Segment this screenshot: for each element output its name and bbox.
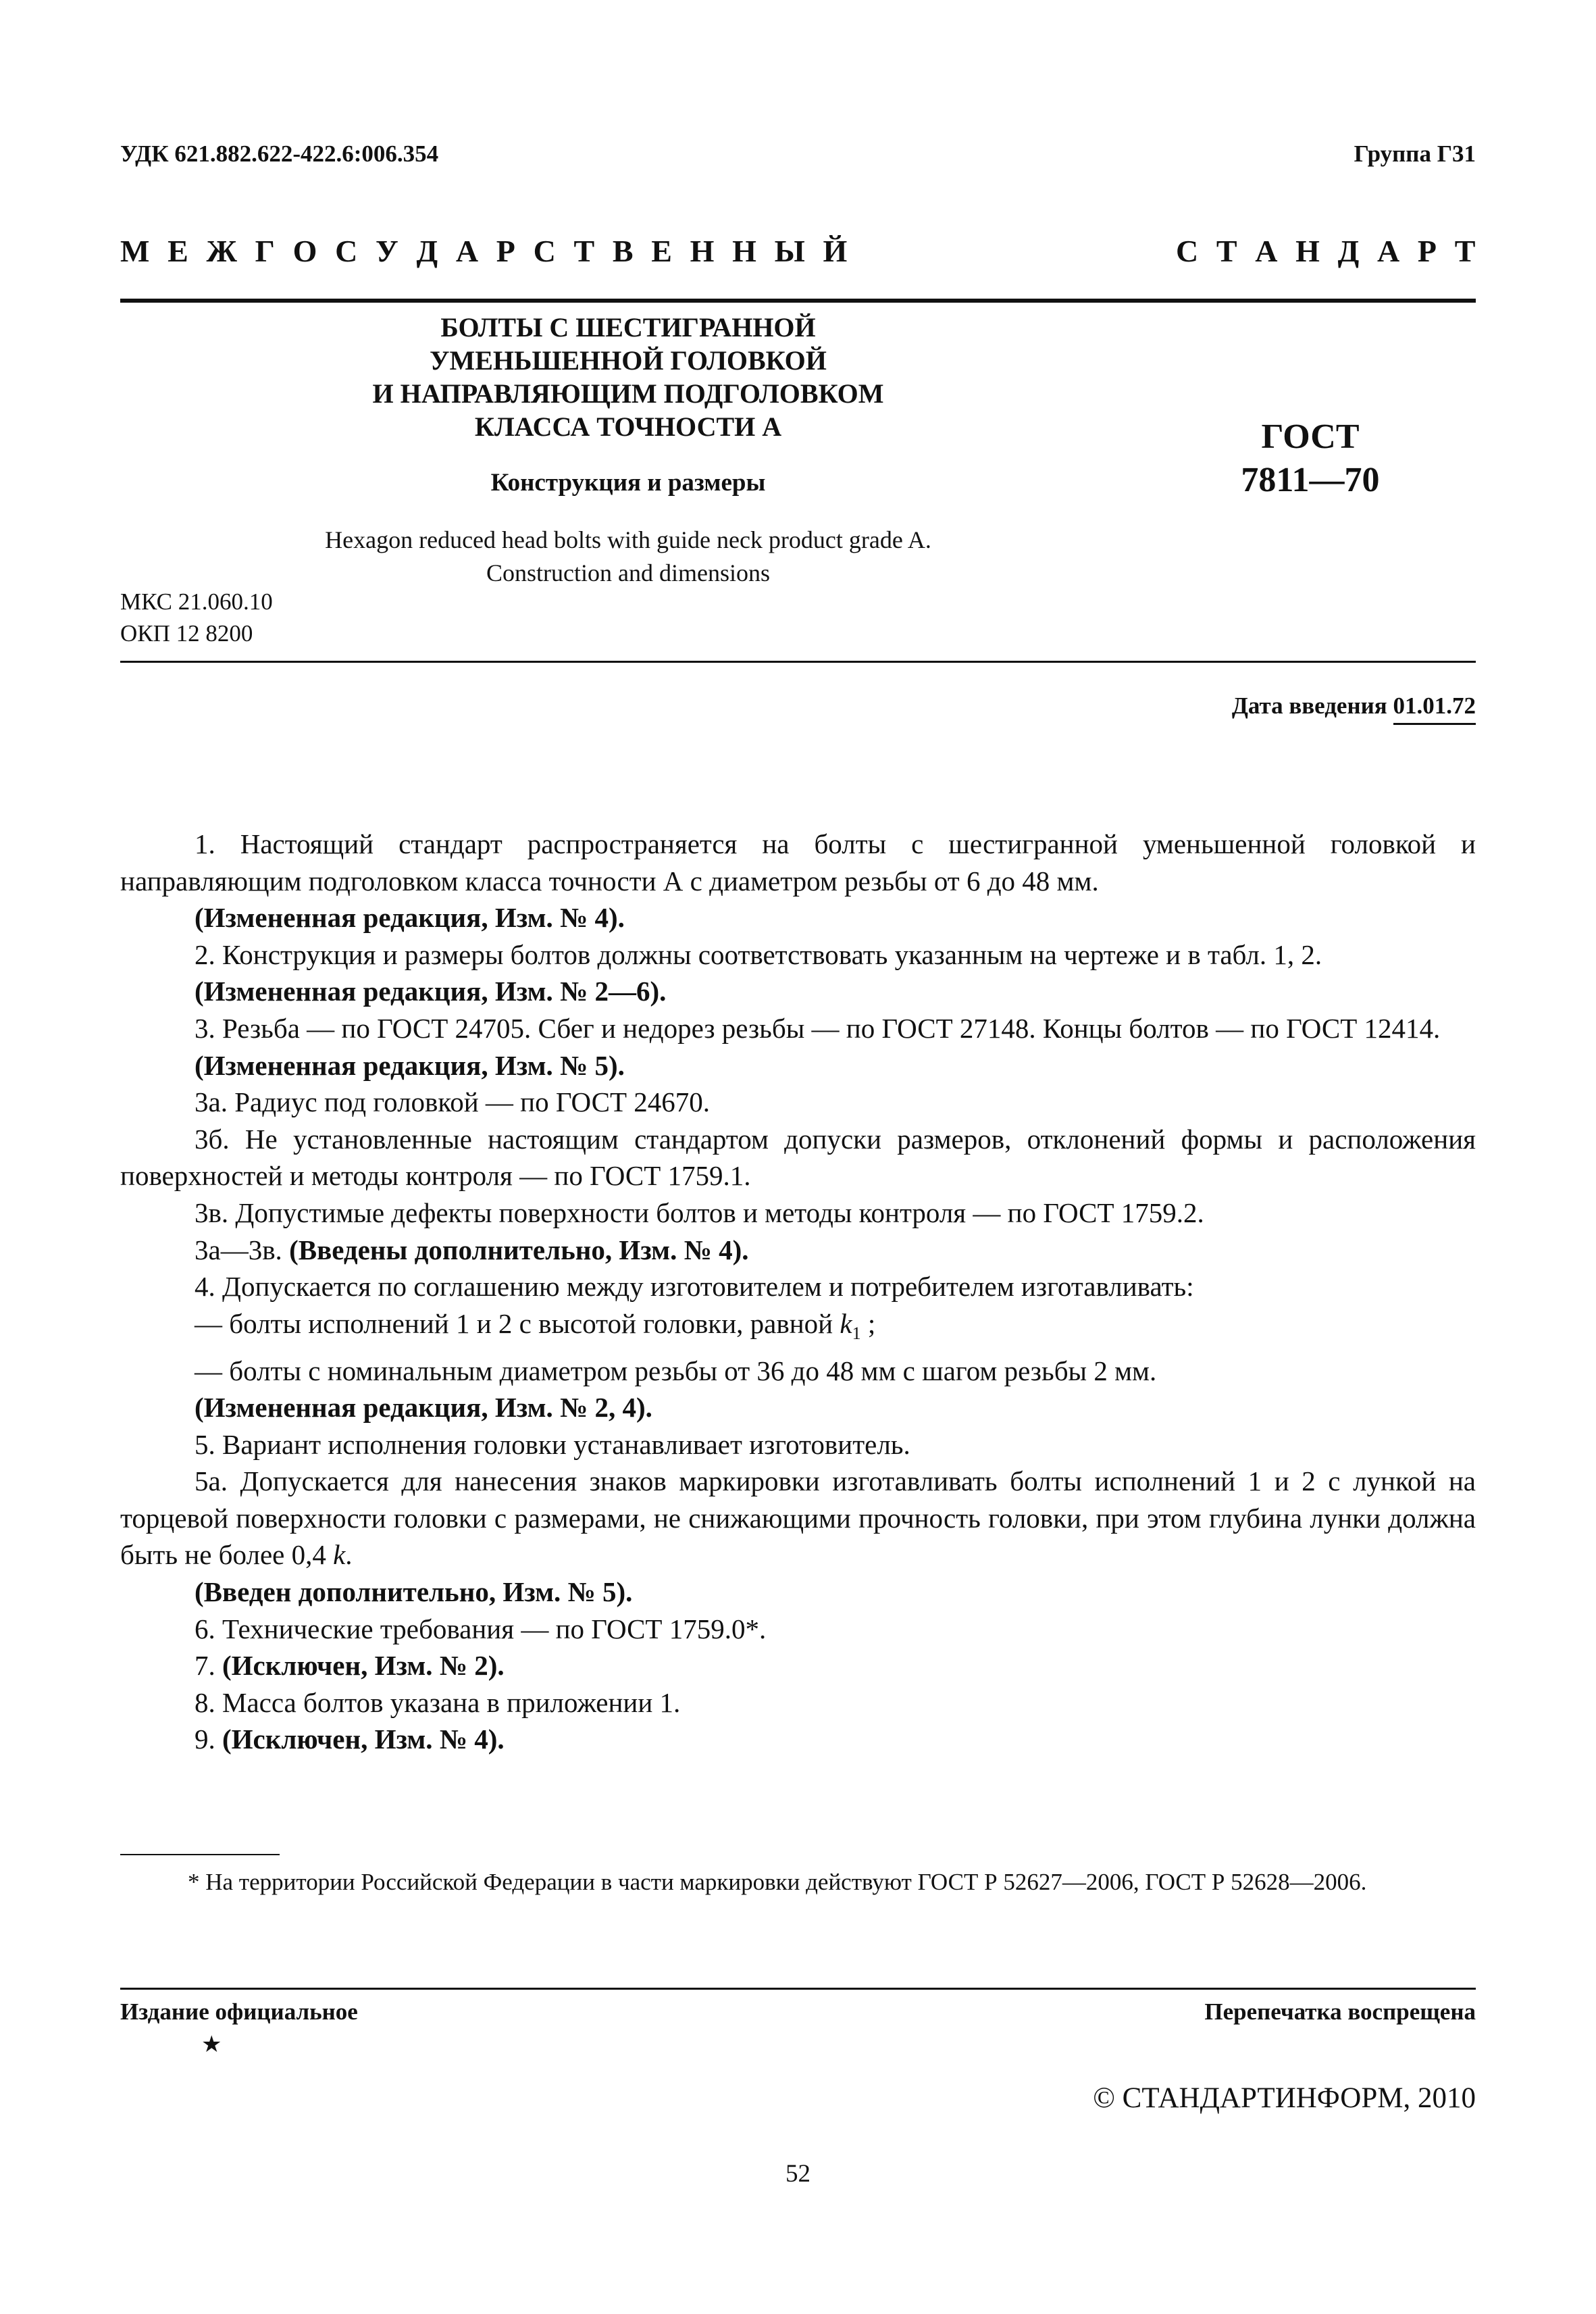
clause-1: 1. Настоящий стандарт распространяется на болты с шестигранной уменьшенной головкой и направляющим подголовком класса точности А с диаметром резьбы от 6 до 48 мм.: [120, 828, 1476, 897]
variable-k: k: [840, 1307, 852, 1339]
subscript-1: 1: [852, 1323, 861, 1343]
interstate-standard-heading: [120, 233, 1476, 269]
standard-word: С Т А Н Д А Р Т: [1175, 234, 1476, 268]
clause-text: — болты исполнений 1 и 2 с высотой головки, равной: [195, 1307, 833, 1339]
gost-designation: [1162, 416, 1459, 502]
star-icon: ★: [201, 2032, 222, 2057]
clause-4-item-1: [120, 1305, 1476, 1353]
mks-code: МКС 21.060.10: [120, 588, 273, 615]
title-rule: [120, 661, 1476, 663]
header-rule: [120, 299, 1476, 303]
copyright-notice: © СТАНДАРТИНФОРМ, 2010: [1093, 2082, 1476, 2114]
footer-rule: [120, 1988, 1476, 1990]
footnote-text: * На территории Российской Федерации в части маркировки действуют ГОСТ Р 52627—2006, ГОСТ Р 52628—2006.: [188, 1869, 1367, 1895]
page-number: 52: [786, 2160, 810, 2188]
title-line: КЛАССА ТОЧНОСТИ А: [474, 411, 782, 442]
document-title: [284, 311, 973, 443]
footnote: [120, 1866, 1476, 1898]
effective-date-label: Дата введения: [1231, 693, 1387, 719]
amendment-note: (Исключен, Изм. № 2).: [222, 1650, 505, 1682]
udk-code: УДК 621.882.622-422.6:006.354: [120, 141, 439, 167]
english-title-line: Hexagon reduced head bolts with guide neck product grade A.: [325, 526, 931, 553]
clause-text-end: ;: [860, 1307, 876, 1339]
interstate-word: М Е Ж Г О С У Д А Р С Т В Е Н Н Ы Й: [120, 234, 848, 268]
clause-5a: [120, 1463, 1476, 1574]
clause-4-item-2: — болты с номинальным диаметром резьбы от 36 до 48 мм с шагом резьбы 2 мм.: [195, 1355, 1157, 1386]
clause-2: 2. Конструкция и размеры болтов должны соответствовать указанным на чертеже и в табл. 1, 2.: [195, 938, 1322, 970]
gost-label: ГОСТ: [1261, 418, 1360, 456]
reprint-prohibited-label: Перепечатка воспрещена: [1204, 1998, 1476, 2025]
amendment-note: (Измененная редакция, Изм. № 4).: [195, 902, 625, 934]
title-line: УМЕНЬШЕННОЙ ГОЛОВКОЙ: [430, 345, 827, 376]
clause-4: 4. Допускается по соглашению между изготовителем и потребителем изготавливать:: [195, 1271, 1194, 1303]
clause-text-end: .: [345, 1539, 353, 1571]
document-subtitle: Конструкция и размеры: [490, 469, 766, 497]
document-body: [120, 826, 1476, 1758]
english-title-line: Construction and dimensions: [486, 559, 770, 586]
clause-5: 5. Вариант исполнения головки устанавливает изготовитель.: [195, 1428, 910, 1460]
group-code: Группа Г31: [1354, 141, 1476, 167]
amendment-note: (Измененная редакция, Изм. № 2—6).: [195, 976, 667, 1007]
clause-3v: 3в. Допустимые дефекты поверхности болтов и методы контроля — по ГОСТ 1759.2.: [195, 1197, 1204, 1228]
clause-3b: 3б. Не установленные настоящим стандартом допуски размеров, отклонений формы и расположения поверхностей и методы контроля — по ГОСТ 1759.1.: [120, 1123, 1476, 1192]
clause-prefix: 9.: [195, 1724, 215, 1755]
amendment-note: (Введен дополнительно, Изм. № 5).: [195, 1576, 633, 1608]
variable-k: k: [333, 1539, 346, 1571]
clause-7: [120, 1647, 1476, 1684]
footnote-rule: [120, 1854, 280, 1855]
amendment-note: (Введены дополнительно, Изм. № 4).: [289, 1234, 749, 1265]
classification-codes: [120, 586, 273, 649]
amendment-note: (Измененная редакция, Изм. № 2, 4).: [195, 1392, 652, 1424]
variable-k1: [840, 1307, 861, 1343]
clause-text: 5а. Допускается для нанесения знаков маркировки изготавливать болты исполнений 1 и 2 с лункой на торцевой поверхности головки с размерами, не снижающими прочность головки, при этом глубина лунки должна быть не более 0,4: [120, 1465, 1476, 1571]
effective-date-value: 01.01.72: [1393, 693, 1476, 725]
clause-6: 6. Технические требования — по ГОСТ 1759.0*.: [195, 1613, 767, 1644]
clause-3: 3. Резьба — по ГОСТ 24705. Сбег и недорез резьбы — по ГОСТ 27148. Концы болтов — по ГОСТ 12414.: [195, 1012, 1441, 1044]
english-title: [203, 524, 1054, 590]
clause-prefix: 3а—3в.: [195, 1234, 282, 1265]
amendment-note: (Исключен, Изм. № 4).: [222, 1724, 505, 1755]
clause-3a: 3а. Радиус под головкой — по ГОСТ 24670.: [195, 1086, 711, 1118]
official-edition-label: Издание официальное: [120, 1998, 358, 2025]
okp-code: ОКП 12 8200: [120, 620, 253, 647]
clause-prefix: 7.: [195, 1650, 215, 1682]
title-line: БОЛТЫ С ШЕСТИГРАННОЙ: [440, 312, 816, 343]
clause-9: [120, 1721, 1476, 1758]
gost-number: 7811—70: [1241, 461, 1380, 499]
clause-3a-3v-note: [120, 1232, 1476, 1269]
clause-8: 8. Масса болтов указана в приложении 1.: [195, 1686, 681, 1718]
effective-date: [1232, 693, 1476, 720]
amendment-note: (Измененная редакция, Изм. № 5).: [195, 1049, 625, 1081]
title-line: И НАПРАВЛЯЮЩИМ ПОДГОЛОВКОМ: [372, 378, 884, 409]
